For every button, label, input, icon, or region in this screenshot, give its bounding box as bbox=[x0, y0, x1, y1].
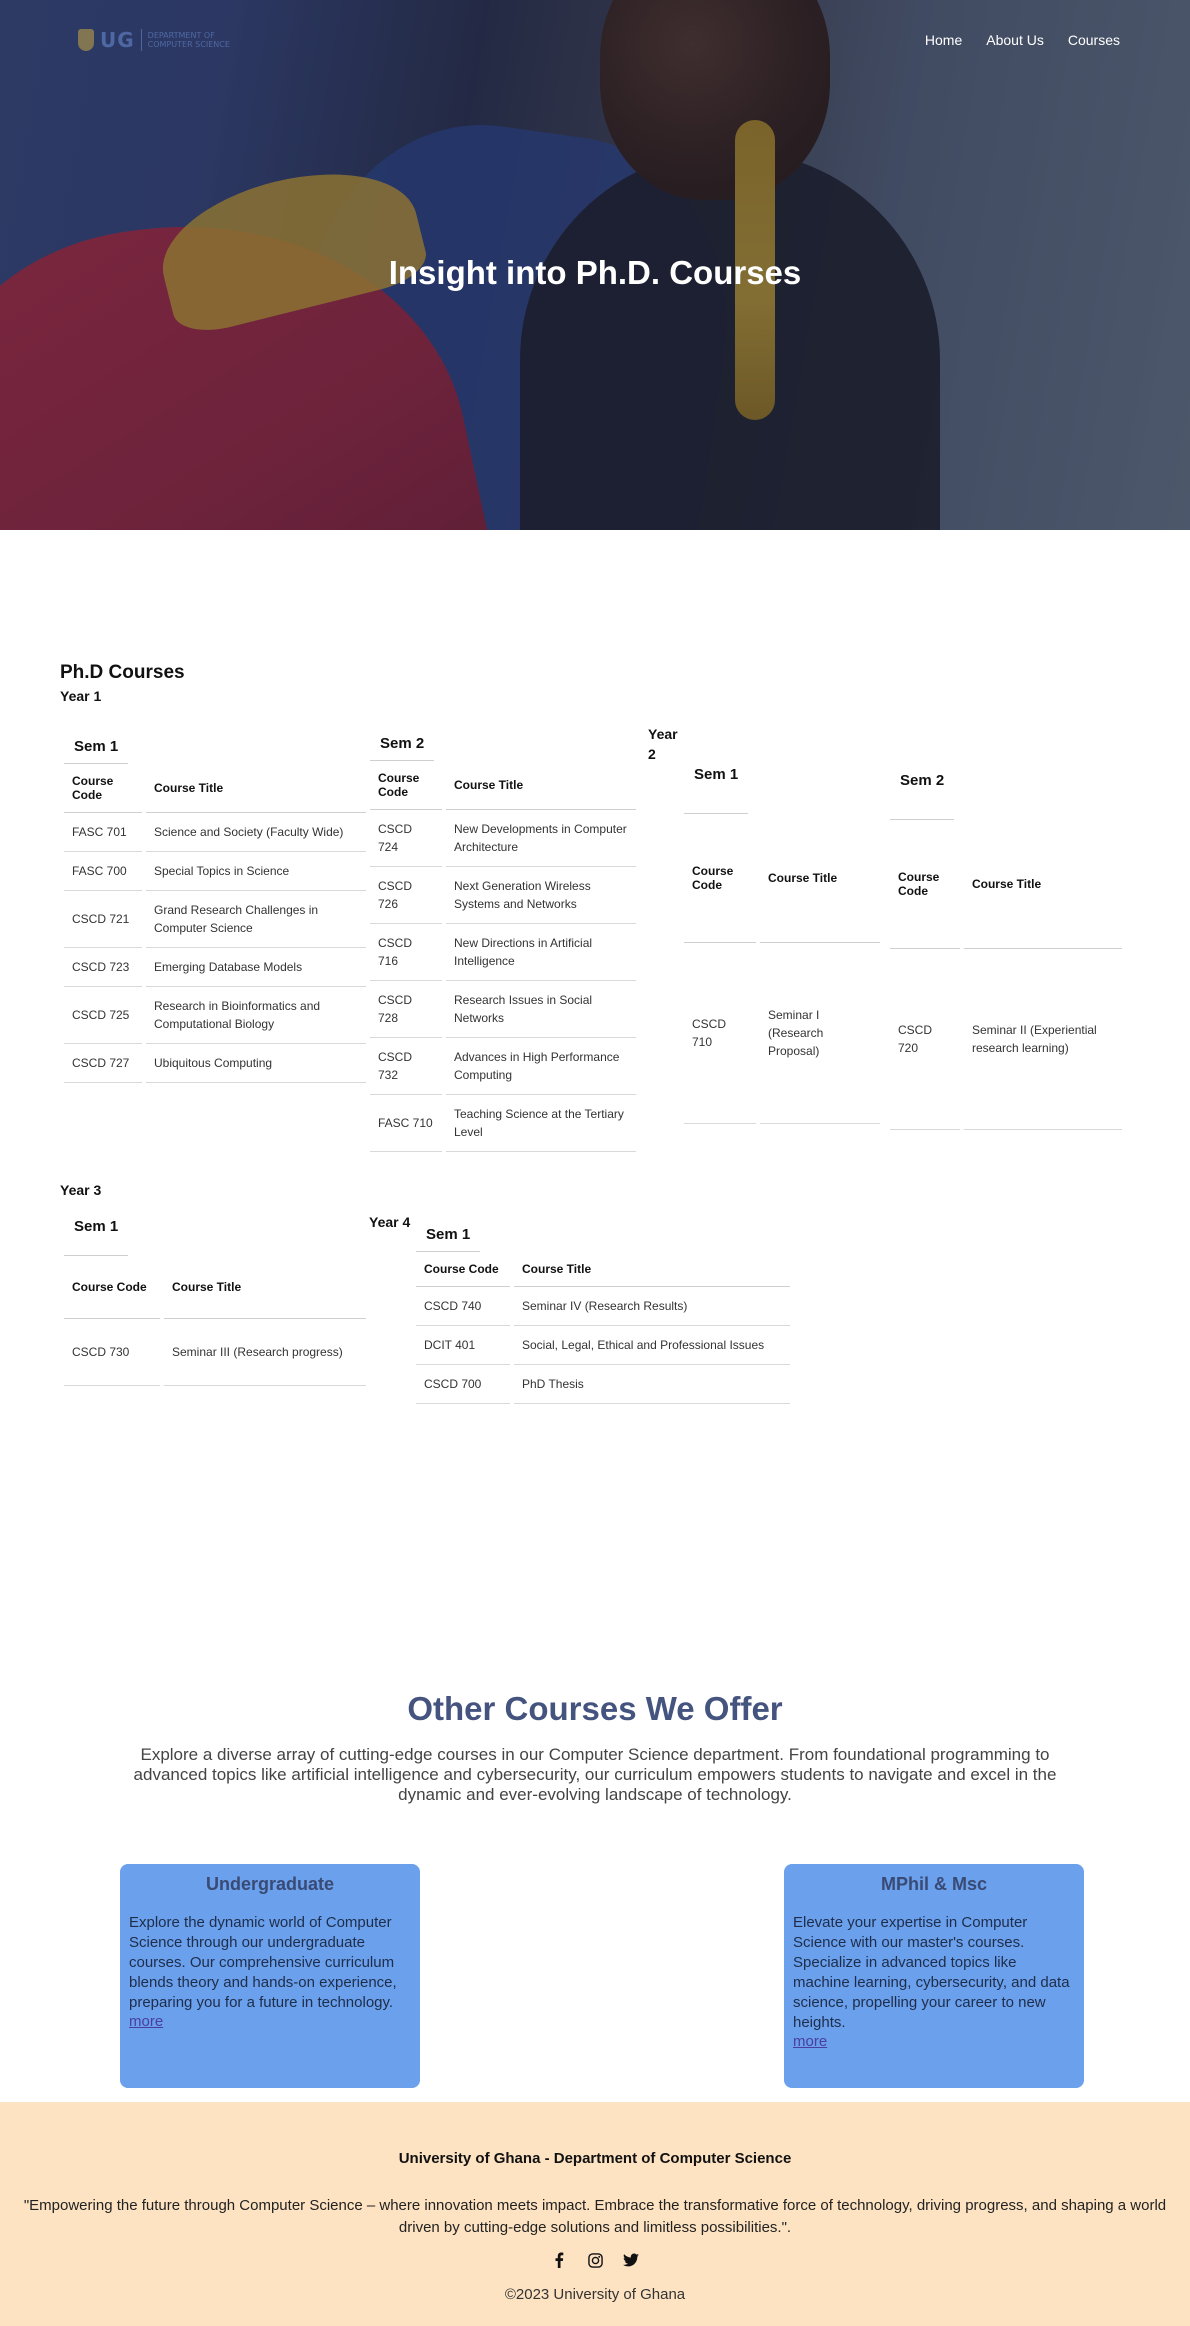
table-row: FASC 701 Science and Society (Faculty Wide) bbox=[64, 813, 366, 852]
footer-title: University of Ghana - Department of Computer Science bbox=[398, 2150, 792, 2167]
sem-label: Sem 1 bbox=[416, 1218, 480, 1252]
course-table bbox=[412, 1252, 794, 1404]
mphil-msc-more-link[interactable]: more bbox=[793, 2033, 828, 2050]
table-row: FASC 710 Teaching Science at the Tertiary Level bbox=[370, 1095, 636, 1152]
main-nav bbox=[925, 32, 1120, 48]
col-course-title: Course Title bbox=[164, 1256, 366, 1319]
col-course-title: Course Title bbox=[514, 1252, 790, 1287]
table-row: CSCD 710 Seminar I (Research Proposal) bbox=[684, 943, 880, 1124]
mphil-msc-card bbox=[784, 1864, 1084, 2088]
col-course-title: Course Title bbox=[146, 764, 366, 813]
card-text: Elevate your expertise in Computer Science with our master's courses. Specialize in advanced topics like machine learning, cybersecurity, and data science, propelling your career to new heights. bbox=[793, 1914, 1070, 2031]
undergraduate-card bbox=[120, 1864, 420, 2088]
nav-about-us[interactable]: About Us bbox=[986, 32, 1044, 48]
table-row: CSCD 728 Research Issues in Social Networks bbox=[370, 981, 636, 1038]
course-table bbox=[680, 814, 884, 1124]
col-course-title: Course Title bbox=[760, 814, 880, 943]
table-row: FASC 700 Special Topics in Science bbox=[64, 852, 366, 891]
other-courses-description: Explore a diverse array of cutting-edge courses in our Computer Science department. From foundational programming to advanced topics like artificial intelligence and cybersecurity, our curriculum empowers students to navigate and excel in the dynamic and ever-evolving landscape of technology. bbox=[133, 1745, 1057, 1804]
sem-label: Sem 1 bbox=[684, 758, 748, 814]
hero-banner bbox=[0, 0, 1190, 530]
year3-sem1-block bbox=[60, 1206, 370, 1386]
footer-copyright: ©2023 University of Ghana bbox=[504, 2286, 686, 2303]
year4-sem1-block bbox=[412, 1218, 802, 1404]
logo-abbr: UG bbox=[100, 28, 135, 52]
instagram-icon[interactable] bbox=[587, 2252, 603, 2268]
phd-courses-title: Ph.D Courses bbox=[60, 662, 185, 683]
table-row: DCIT 401 Social, Legal, Ethical and Professional Issues bbox=[416, 1326, 790, 1365]
footer-quote: "Empowering the future through Computer Science – where innovation meets impact. Embrace the transformative force of technology, driving progress, and shaping a world driven by cutting-edge solutions and limitless possibilities.". bbox=[23, 2197, 1167, 2236]
table-row: CSCD 732 Advances in High Performance Computing bbox=[370, 1038, 636, 1095]
card-title: MPhil & Msc bbox=[880, 1874, 987, 1894]
nav-home[interactable]: Home bbox=[924, 32, 963, 48]
undergraduate-more-link[interactable]: more bbox=[129, 2013, 164, 2030]
col-course-title: Course Title bbox=[964, 820, 1122, 949]
col-course-code: Course Code bbox=[416, 1252, 510, 1287]
crest-icon bbox=[78, 29, 94, 51]
table-row: CSCD 725 Research in Bioinformatics and Computational Biology bbox=[64, 987, 366, 1044]
course-table bbox=[886, 820, 1126, 1130]
site-footer bbox=[0, 2102, 1190, 2326]
course-table bbox=[60, 764, 370, 1083]
other-courses-title: Other Courses We Offer bbox=[407, 1690, 783, 1727]
sem-label: Sem 2 bbox=[890, 764, 954, 820]
logo-dept-line1: DEPARTMENT OF bbox=[147, 31, 215, 40]
year-2-label: Year 2 bbox=[648, 726, 678, 762]
col-course-code: Course Code bbox=[370, 761, 442, 810]
course-table bbox=[60, 1256, 370, 1386]
col-course-code: Course Code bbox=[890, 820, 960, 949]
social-links bbox=[0, 2252, 1190, 2268]
year-3-label: Year 3 bbox=[60, 1182, 102, 1198]
table-row: CSCD 720 Seminar II (Experiential research learning) bbox=[890, 949, 1122, 1130]
table-row: CSCD 716 New Directions in Artificial Intelligence bbox=[370, 924, 636, 981]
site-logo[interactable] bbox=[78, 28, 230, 52]
year1-sem1-block bbox=[60, 730, 370, 1083]
twitter-icon[interactable] bbox=[623, 2252, 639, 2268]
table-row: CSCD 727 Ubiquitous Computing bbox=[64, 1044, 366, 1083]
table-row: CSCD 730 Seminar III (Research progress) bbox=[64, 1319, 366, 1386]
sem-label: Sem 2 bbox=[370, 727, 434, 761]
col-course-title: Course Title bbox=[446, 761, 636, 810]
card-text: Explore the dynamic world of Computer Science through our undergraduate courses. Our comprehensive curriculum blends theory and hands-on experience, preparing you for a future in technology. bbox=[129, 1914, 397, 2011]
course-table bbox=[366, 761, 640, 1152]
table-row: CSCD 740 Seminar IV (Research Results) bbox=[416, 1287, 790, 1326]
card-title: Undergraduate bbox=[205, 1874, 335, 1894]
year-4-label: Year 4 bbox=[369, 1214, 411, 1230]
year2-sem1-block bbox=[680, 758, 890, 1124]
year-1-label: Year 1 bbox=[60, 688, 102, 704]
table-row: CSCD 724 New Developments in Computer Architecture bbox=[370, 810, 636, 867]
facebook-icon[interactable] bbox=[551, 2252, 567, 2268]
col-course-code: Course Code bbox=[64, 1256, 160, 1319]
year2-sem2-block bbox=[886, 764, 1126, 1130]
table-row: CSCD 721 Grand Research Challenges in Computer Science bbox=[64, 891, 366, 948]
table-row: CSCD 700 PhD Thesis bbox=[416, 1365, 790, 1404]
phd-courses-section bbox=[60, 662, 1150, 1391]
table-row: CSCD 726 Next Generation Wireless Systems and Networks bbox=[370, 867, 636, 924]
table-row: CSCD 723 Emerging Database Models bbox=[64, 948, 366, 987]
sem-label: Sem 1 bbox=[64, 1206, 128, 1256]
year1-sem2-block bbox=[366, 727, 646, 1152]
sem-label: Sem 1 bbox=[64, 730, 128, 764]
col-course-code: Course Code bbox=[64, 764, 142, 813]
hero-title: Insight into Ph.D. Courses bbox=[388, 254, 802, 291]
nav-courses[interactable]: Courses bbox=[1067, 32, 1120, 48]
col-course-code: Course Code bbox=[684, 814, 756, 943]
logo-dept-line2: COMPUTER SCIENCE bbox=[147, 40, 230, 49]
